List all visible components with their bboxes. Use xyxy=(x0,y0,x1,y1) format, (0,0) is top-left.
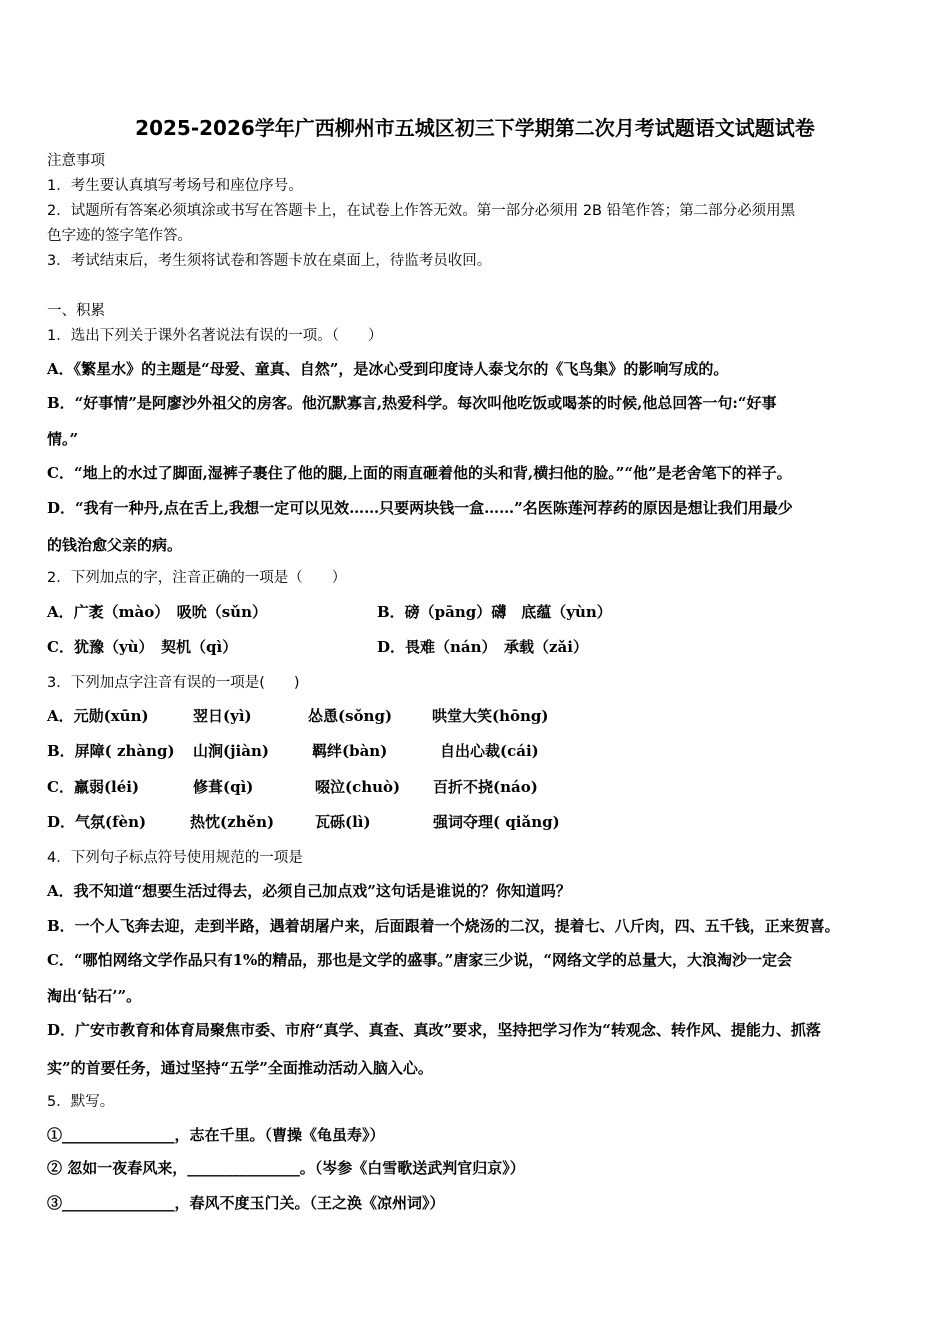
q4-option-c-cont: 淘出‘钻石’”。 xyxy=(47,987,142,1005)
q5-blank-2: ② 忽如一夜春风来，_______________。（岑参《白雪歌送武判官归京》） xyxy=(47,1159,525,1177)
q3-option-d: 瓦砾(lì) xyxy=(315,813,371,831)
q3-option-d: 强词夺理( qiǎng) xyxy=(433,813,560,831)
q3-option-a: 怂恿(sǒng) xyxy=(308,707,393,725)
notice-heading: 注意事项 xyxy=(47,153,105,169)
q3-option-d: D．气氛(fèn) xyxy=(47,813,147,831)
q2-option-a: A．广袤（mào） 吸吮（sǔn） xyxy=(47,603,267,621)
notice-item: 1．考生要认真填写考场号和座位序号。 xyxy=(47,178,303,194)
q1-option-d: D．“我有一种丹,点在舌上,我想一定可以见效……只要两块钱一盒……”名医陈莲河荐药的原因是想让我们用最少 xyxy=(47,499,793,517)
q3-option-b: 山涧(jiàn) xyxy=(193,742,269,760)
question-4-stem: 4．下列句子标点符号使用规范的一项是 xyxy=(47,850,303,866)
q3-option-c: 百折不挠(náo) xyxy=(433,778,538,796)
question-3-stem: 3．下列加点字注音有误的一项是( ) xyxy=(47,675,300,691)
q3-option-a: 哄堂大笑(hōng) xyxy=(432,707,549,725)
q4-option-d: D．广安市教育和体育局聚焦市委、市府“真学、真查、真改”要求，坚持把学习作为“转观念、转作风、提能力、抓落 xyxy=(47,1021,821,1039)
q1-option-b-cont: 情。” xyxy=(47,430,79,448)
question-5-stem: 5．默写。 xyxy=(47,1094,115,1110)
notice-item: 3．考试结束后，考生须将试卷和答题卡放在桌面上，待监考员收回。 xyxy=(47,253,492,269)
q1-option-b: B．“好事情”是阿廖沙外祖父的房客。他沉默寡言,热爱科学。每次叫他吃饭或喝茶的时候,他总回答一句:“好事 xyxy=(47,394,777,412)
q1-option-c: C．“地上的水过了脚面,湿裤子裹住了他的腿,上面的雨直砸着他的头和背,横扫他的脸。”“他”是老舍笔下的祥子。 xyxy=(47,464,792,482)
notice-item: 2．试题所有答案必须填涂或书写在答题卡上，在试卷上作答无效。第一部分必须用 2B 铅笔作答；第二部分必须用黑 xyxy=(47,203,796,219)
page-title: 2025-2026学年广西柳州市五城区初三下学期第二次月考试题语文试题试卷 xyxy=(135,116,815,140)
q3-option-c: C．羸弱(léi) xyxy=(47,778,140,796)
q1-option-a: A．《繁星水》的主题是“母爱、童真、自然”，是冰心受到印度诗人泰戈尔的《飞鸟集》的影响写成的。 xyxy=(47,360,729,378)
q3-option-b: B．屏障( zhàng) xyxy=(47,742,175,760)
q3-option-b: 羁绊(bàn) xyxy=(312,742,388,760)
section-heading: 一、积累 xyxy=(47,303,105,319)
q4-option-c: C．“哪怕网络文学作品只有1%的精品，那也是文学的盛事。”唐家三少说，“网络文学的总量大，大浪淘沙一定会 xyxy=(47,951,793,969)
q2-option-b: B．磅（pāng）礴 底蕴（yùn） xyxy=(377,603,612,621)
q3-option-c: 修葺(qì) xyxy=(193,778,254,796)
q1-option-d-cont: 的钱治愈父亲的病。 xyxy=(47,536,183,554)
q3-option-a: A．元勋(xūn) xyxy=(47,707,149,725)
q4-option-d-cont: 实”的首要任务，通过坚持“五学”全面推动活动入脑入心。 xyxy=(47,1059,433,1077)
q2-option-c: C．犹豫（yù） 契机（qì） xyxy=(47,638,238,656)
q2-option-d: D．畏难（nán） 承载（zǎi） xyxy=(377,638,588,656)
q4-option-a: A．我不知道“想要生活过得去，必须自己加点戏”这句话是谁说的？你知道吗？ xyxy=(47,882,571,900)
q4-option-b: B．一个人飞奔去迎，走到半路，遇着胡屠户来，后面跟着一个烧汤的二汉，提着七、八斤肉，四、五千钱，正来贺喜。 xyxy=(47,917,840,935)
question-2-stem: 2．下列加点的字，注音正确的一项是（ ） xyxy=(47,570,347,586)
q3-option-b: 自出心裁(cái) xyxy=(440,742,539,760)
q3-option-d: 热忱(zhěn) xyxy=(190,813,275,831)
q3-option-c: 啜泣(chuò) xyxy=(315,778,401,796)
notice-item: 色字迹的签字笔作答。 xyxy=(47,228,192,244)
q3-option-a: 翌日(yì) xyxy=(193,707,252,725)
q5-blank-1: ①_______________，志在千里。（曹操《龟虽寿》） xyxy=(47,1126,385,1144)
q5-blank-3: ③_______________，春风不度玉门关。（王之涣《凉州词》） xyxy=(47,1194,445,1212)
question-1-stem: 1．选出下列关于课外名著说法有误的一项。（ ） xyxy=(47,328,383,344)
